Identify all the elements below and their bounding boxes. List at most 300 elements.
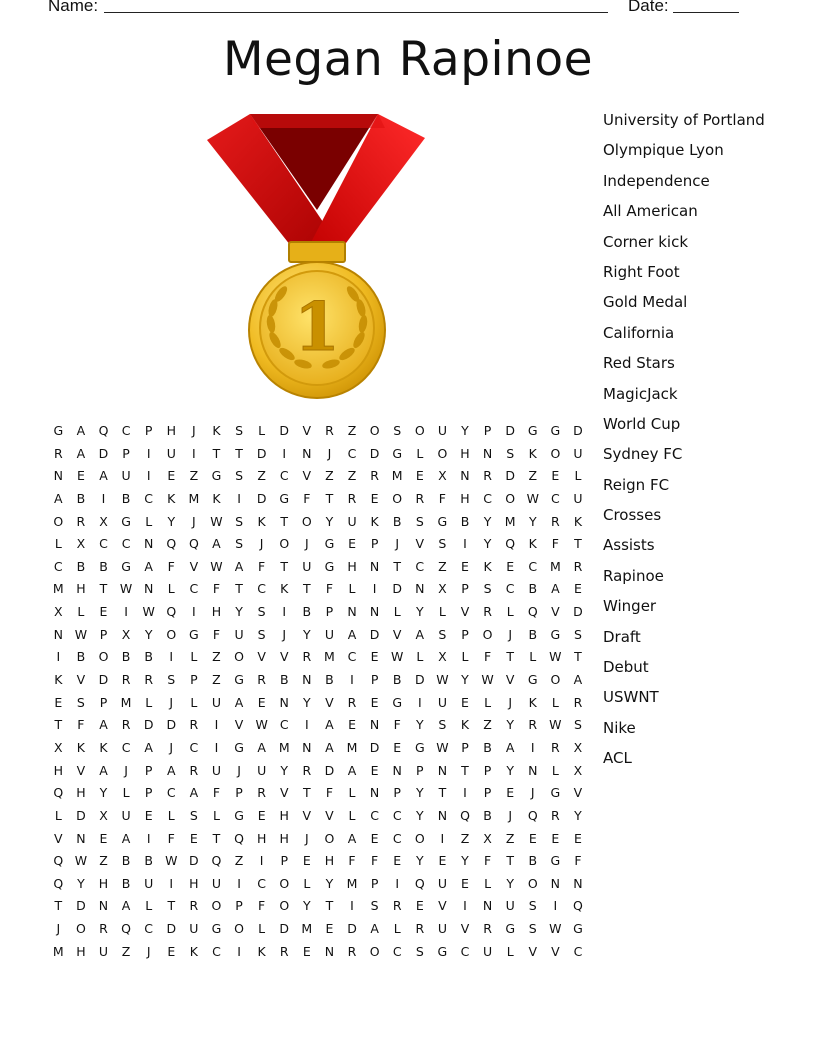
grid-letter: G	[414, 739, 425, 755]
grid-letter: Y	[99, 785, 108, 801]
grid-letter: D	[76, 898, 86, 914]
grid-letter: O	[414, 830, 425, 846]
grid-letter: E	[76, 468, 85, 484]
grid-letter: C	[257, 875, 266, 891]
grid-letter: E	[370, 830, 379, 846]
grid-letter: O	[392, 490, 403, 506]
grid-letter: D	[279, 423, 290, 438]
grid-letter: C	[121, 423, 131, 438]
grid-letter: R	[302, 649, 312, 665]
grid-letter: E	[167, 468, 176, 484]
grid-letter: J	[508, 626, 513, 642]
grid-letter: A	[325, 739, 334, 755]
grid-letter: K	[528, 445, 537, 461]
grid-letter: V	[325, 807, 334, 823]
grid-letter: Y	[461, 853, 469, 869]
grid-letter: J	[192, 423, 196, 438]
grid-letter: D	[143, 717, 154, 733]
grid-letter: E	[438, 853, 447, 869]
grid-letter: L	[145, 513, 153, 529]
word-list-item: University of Portland	[603, 111, 765, 129]
word-list-item: Rapinoe	[603, 566, 664, 585]
grid-letter: N	[369, 717, 380, 733]
grid-letter: I	[146, 445, 151, 461]
grid-letter: A	[347, 762, 357, 778]
grid-row	[47, 465, 589, 488]
grid-letter: A	[415, 626, 425, 642]
name-label: Name:	[48, 0, 99, 15]
grid-letter: Z	[347, 423, 357, 438]
grid-letter: Y	[144, 626, 153, 642]
grid-letter: C	[144, 490, 154, 506]
grid-letter: V	[415, 536, 425, 552]
grid-letter: X	[99, 513, 108, 529]
grid-letter: M	[346, 875, 358, 891]
grid-letter: L	[190, 694, 198, 710]
grid-letter: E	[574, 581, 582, 597]
grid-letter: S	[573, 626, 582, 642]
grid-letter: I	[146, 468, 151, 484]
grid-letter: G	[189, 626, 199, 642]
grid-letter: I	[237, 875, 241, 891]
grid-letter: A	[347, 626, 357, 642]
grid-letter: T	[167, 898, 176, 914]
grid-letter: K	[257, 513, 266, 529]
grid-letter: S	[235, 468, 244, 484]
grid-letter: E	[393, 853, 402, 869]
grid-letter: B	[76, 649, 86, 665]
grid-letter: N	[528, 762, 538, 778]
grid-letter: O	[166, 626, 177, 642]
grid-letter: Y	[167, 513, 176, 529]
grid-letter: G	[211, 468, 222, 484]
grid-letter: S	[370, 898, 379, 914]
grid-letter: O	[550, 445, 561, 461]
grid-letter: V	[302, 423, 312, 438]
grid-letter: U	[437, 921, 447, 937]
grid-letter: D	[573, 604, 583, 620]
grid-letter: D	[573, 423, 583, 438]
grid-letter: L	[303, 875, 311, 891]
grid-letter: B	[76, 490, 86, 506]
letter-grid	[47, 420, 589, 963]
word-list-item: Draft	[603, 627, 641, 646]
grid-letter: S	[167, 672, 176, 688]
grid-letter: D	[189, 853, 199, 869]
word-list-item: Assists	[603, 536, 655, 555]
grid-letter: C	[392, 807, 402, 823]
grid-letter: T	[212, 445, 221, 461]
grid-letter: N	[437, 762, 448, 778]
grid-letter: Z	[325, 468, 334, 484]
grid-letter: G	[437, 943, 448, 959]
grid-letter: I	[553, 898, 558, 914]
grid-letter: U	[505, 898, 515, 914]
grid-letter: H	[279, 807, 289, 823]
grid-letter: U	[437, 423, 447, 438]
grid-letter: C	[279, 717, 289, 733]
grid-letter: K	[212, 423, 221, 438]
grid-row	[47, 714, 589, 737]
grid-letter: Z	[212, 649, 221, 665]
grid-letter: W	[391, 649, 404, 665]
grid-letter: P	[483, 762, 492, 778]
grid-letter: A	[99, 468, 108, 484]
grid-letter: R	[279, 943, 289, 959]
grid-letter: C	[483, 490, 492, 506]
grid-letter: P	[483, 785, 492, 801]
grid-letter: K	[76, 739, 85, 755]
grid-letter: Z	[121, 943, 131, 959]
grid-letter: U	[144, 875, 154, 891]
grid-letter: F	[483, 853, 492, 869]
grid-row	[47, 601, 589, 624]
grid-letter: H	[76, 785, 86, 801]
grid-letter: R	[257, 785, 266, 801]
grid-letter: X	[438, 649, 447, 665]
grid-letter: C	[257, 581, 266, 597]
grid-letter: J	[395, 536, 400, 552]
grid-letter: G	[279, 490, 290, 506]
grid-row	[47, 918, 589, 941]
grid-letter: N	[302, 739, 312, 755]
grid-letter: B	[483, 739, 492, 755]
grid-row	[47, 488, 589, 511]
grid-letter: D	[505, 423, 515, 438]
grid-letter: E	[54, 694, 63, 710]
grid-letter: B	[99, 558, 108, 574]
grid-letter: T	[54, 717, 63, 733]
grid-letter: Z	[505, 830, 515, 846]
grid-letter: B	[392, 672, 402, 688]
grid-letter: P	[99, 626, 108, 642]
grid-row	[47, 624, 589, 647]
grid-letter: S	[393, 423, 402, 438]
grid-letter: I	[282, 445, 287, 461]
word-list-item: Debut	[603, 658, 649, 677]
grid-letter: X	[573, 762, 583, 778]
grid-letter: L	[529, 649, 537, 665]
grid-letter: G	[324, 536, 335, 552]
grid-letter: Q	[573, 898, 583, 914]
grid-letter: L	[416, 445, 424, 461]
grid-letter: Z	[234, 853, 244, 869]
grid-letter: D	[166, 717, 177, 733]
grid-letter: R	[347, 490, 357, 506]
grid-letter: L	[551, 762, 559, 778]
gold-medal-icon	[207, 110, 427, 400]
grid-letter: P	[144, 762, 153, 778]
grid-letter: U	[211, 762, 222, 778]
grid-letter: B	[279, 672, 289, 688]
grid-letter: Y	[461, 672, 469, 688]
grid-letter: E	[99, 604, 108, 620]
grid-letter: M	[324, 649, 335, 665]
grid-letter: P	[122, 445, 130, 461]
grid-letter: E	[393, 739, 402, 755]
grid-letter: C	[370, 807, 379, 823]
grid-letter: G	[324, 558, 335, 574]
grid-letter: H	[347, 558, 357, 574]
grid-letter: L	[551, 694, 559, 710]
grid-letter: Y	[528, 513, 537, 529]
grid-letter: O	[414, 423, 425, 438]
grid-letter: Y	[483, 536, 492, 552]
grid-letter: H	[98, 875, 109, 891]
grid-letter: P	[483, 423, 492, 438]
grid-letter: N	[392, 762, 402, 778]
grid-letter: T	[506, 853, 514, 869]
grid-letter: Y	[303, 898, 311, 914]
grid-letter: F	[574, 853, 582, 869]
grid-letter: E	[144, 807, 153, 823]
grid-letter: I	[56, 649, 61, 665]
grid-letter: C	[212, 943, 221, 959]
grid-letter: V	[325, 694, 334, 710]
grid-letter: D	[347, 921, 357, 937]
grid-letter: X	[438, 468, 447, 484]
grid-letter: Y	[415, 604, 424, 620]
grid-letter: G	[121, 513, 131, 529]
grid-letter: L	[506, 943, 514, 959]
grid-letter: E	[506, 785, 515, 801]
grid-letter: L	[484, 875, 492, 891]
grid-letter: J	[192, 513, 196, 529]
grid-letter: P	[370, 875, 379, 891]
grid-letter: R	[189, 717, 199, 733]
grid-letter: S	[438, 626, 447, 642]
grid-letter: W	[436, 672, 449, 688]
grid-letter: R	[347, 943, 357, 959]
grid-letter: E	[348, 717, 356, 733]
grid-letter: Q	[414, 875, 425, 891]
word-list-item: Winger	[603, 597, 657, 616]
grid-letter: I	[350, 672, 354, 688]
grid-letter: E	[551, 830, 560, 846]
grid-letter: E	[257, 694, 266, 710]
grid-letter: O	[437, 445, 448, 461]
grid-letter: G	[121, 558, 131, 574]
grid-letter: E	[189, 830, 198, 846]
grid-letter: K	[460, 717, 470, 733]
grid-letter: X	[99, 807, 108, 823]
grid-letter: I	[237, 943, 241, 959]
word-list-item: Crosses	[603, 506, 662, 525]
grid-letter: W	[74, 626, 88, 642]
grid-letter: N	[143, 536, 154, 552]
grid-letter: A	[234, 558, 244, 574]
grid-letter: Y	[415, 717, 424, 733]
grid-letter: L	[348, 807, 356, 823]
grid-letter: H	[211, 604, 222, 620]
grid-letter: K	[573, 513, 583, 529]
grid-letter: E	[99, 830, 108, 846]
grid-letter: W	[549, 717, 562, 733]
grid-letter: V	[551, 604, 560, 620]
grid-letter: Y	[415, 785, 424, 801]
word-list-item: Right Foot	[603, 262, 680, 281]
word-list-item: Olympique Lyon	[603, 141, 724, 160]
word-list	[603, 106, 803, 775]
grid-letter: B	[528, 581, 538, 597]
word-list-item: Nike	[603, 718, 636, 737]
grid-letter: B	[121, 490, 131, 506]
grid-letter: N	[415, 581, 425, 597]
grid-row	[47, 873, 589, 896]
grid-letter: G	[550, 626, 561, 642]
grid-letter: C	[99, 536, 108, 552]
grid-letter: W	[210, 513, 223, 529]
grid-letter: J	[327, 445, 332, 461]
word-list-item: California	[603, 323, 675, 342]
grid-letter: O	[505, 490, 516, 506]
grid-letter: E	[348, 536, 356, 552]
grid-letter: G	[505, 921, 516, 937]
grid-letter: M	[301, 921, 313, 937]
grid-letter: U	[437, 875, 447, 891]
grid-letter: N	[460, 468, 470, 484]
grid-letter: F	[393, 717, 401, 733]
grid-letter: I	[192, 604, 196, 620]
grid-letter: S	[235, 536, 244, 552]
grid-letter: S	[528, 921, 537, 937]
grid-row	[47, 692, 589, 715]
grid-letter: E	[370, 649, 379, 665]
grid-letter: I	[440, 830, 445, 846]
page-title: Megan Rapinoe	[222, 32, 594, 87]
grid-row	[47, 850, 589, 873]
grid-letter: D	[392, 581, 403, 597]
grid-letter: N	[369, 785, 380, 801]
grid-letter: U	[189, 921, 199, 937]
grid-letter: N	[302, 445, 312, 461]
grid-letter: N	[437, 807, 448, 823]
grid-letter: H	[189, 875, 199, 891]
grid-letter: E	[574, 830, 582, 846]
grid-letter: V	[257, 649, 266, 665]
grid-letter: O	[279, 898, 290, 914]
grid-letter: B	[325, 672, 334, 688]
grid-letter: Y	[506, 717, 514, 733]
grid-letter: J	[282, 626, 287, 642]
grid-letter: C	[528, 558, 538, 574]
grid-letter: W	[255, 717, 268, 733]
grid-letter: C	[573, 943, 583, 959]
grid-letter: D	[414, 672, 425, 688]
grid-letter: L	[393, 921, 401, 937]
grid-letter: N	[324, 943, 335, 959]
grid-row	[47, 578, 589, 601]
grid-letter: A	[166, 762, 176, 778]
grid-letter: R	[551, 807, 560, 823]
header	[48, 0, 768, 20]
grid-letter: R	[551, 739, 560, 755]
grid-letter: S	[573, 717, 582, 733]
grid-letter: R	[415, 490, 425, 506]
grid-letter: I	[530, 739, 535, 755]
grid-letter: A	[573, 672, 583, 688]
grid-letter: M	[120, 694, 132, 710]
grid-letter: P	[235, 785, 243, 801]
grid-letter: O	[482, 626, 493, 642]
grid-letter: N	[53, 468, 63, 484]
grid-letter: A	[121, 898, 131, 914]
grid-letter: E	[370, 490, 379, 506]
grid-letter: C	[121, 536, 131, 552]
grid-letter: V	[54, 830, 63, 846]
grid-letter: I	[463, 536, 467, 552]
grid-letter: I	[395, 875, 400, 891]
grid-letter: Y	[574, 807, 582, 823]
grid-letter: I	[463, 898, 467, 914]
grid-letter: A	[370, 921, 379, 937]
grid-letter: R	[347, 694, 357, 710]
grid-letter: N	[302, 672, 312, 688]
grid-letter: R	[370, 468, 379, 484]
word-list-item: Corner kick	[603, 232, 689, 251]
grid-letter: E	[302, 853, 311, 869]
grid-letter: F	[212, 626, 221, 642]
grid-letter: S	[415, 513, 424, 529]
grid-letter: V	[76, 672, 86, 688]
grid-letter: T	[574, 536, 582, 552]
grid-letter: U	[302, 558, 312, 574]
grid-letter: P	[416, 762, 424, 778]
word-list-item: Independence	[603, 171, 710, 190]
grid-letter: S	[235, 423, 244, 438]
grid-letter: Z	[460, 830, 470, 846]
grid-letter: O	[527, 875, 538, 891]
grid-letter: U	[573, 445, 583, 461]
grid-letter: N	[369, 558, 380, 574]
grid-letter: J	[304, 536, 309, 552]
grid-letter: R	[189, 762, 199, 778]
grid-letter: S	[506, 445, 515, 461]
grid-letter: B	[144, 649, 153, 665]
grid-letter: D	[505, 468, 515, 484]
grid-letter: F	[348, 853, 356, 869]
grid-letter: W	[481, 672, 494, 688]
grid-letter: I	[417, 694, 422, 710]
grid-letter: N	[279, 694, 289, 710]
grid-letter: K	[54, 672, 63, 688]
grid-letter: N	[482, 898, 493, 914]
grid-letter: J	[124, 762, 128, 778]
grid-letter: G	[573, 921, 583, 937]
grid-row	[47, 556, 589, 579]
grid-letter: J	[304, 830, 309, 846]
grid-letter: H	[279, 830, 289, 846]
grid-row	[47, 782, 589, 805]
grid-letter: V	[189, 558, 199, 574]
grid-letter: G	[211, 921, 222, 937]
grid-letter: L	[190, 649, 198, 665]
grid-letter: F	[303, 490, 311, 506]
grid-letter: L	[122, 785, 130, 801]
grid-letter: S	[257, 626, 266, 642]
grid-letter: B	[392, 513, 402, 529]
grid-letter: R	[483, 604, 492, 620]
grid-letter: G	[550, 853, 561, 869]
grid-letter: J	[508, 807, 513, 823]
grid-letter: I	[350, 898, 354, 914]
grid-letter: A	[551, 581, 560, 597]
grid-letter: V	[528, 943, 538, 959]
grid-letter: S	[235, 513, 244, 529]
grid-letter: L	[54, 807, 62, 823]
grid-letter: R	[415, 921, 425, 937]
grid-letter: B	[528, 853, 538, 869]
